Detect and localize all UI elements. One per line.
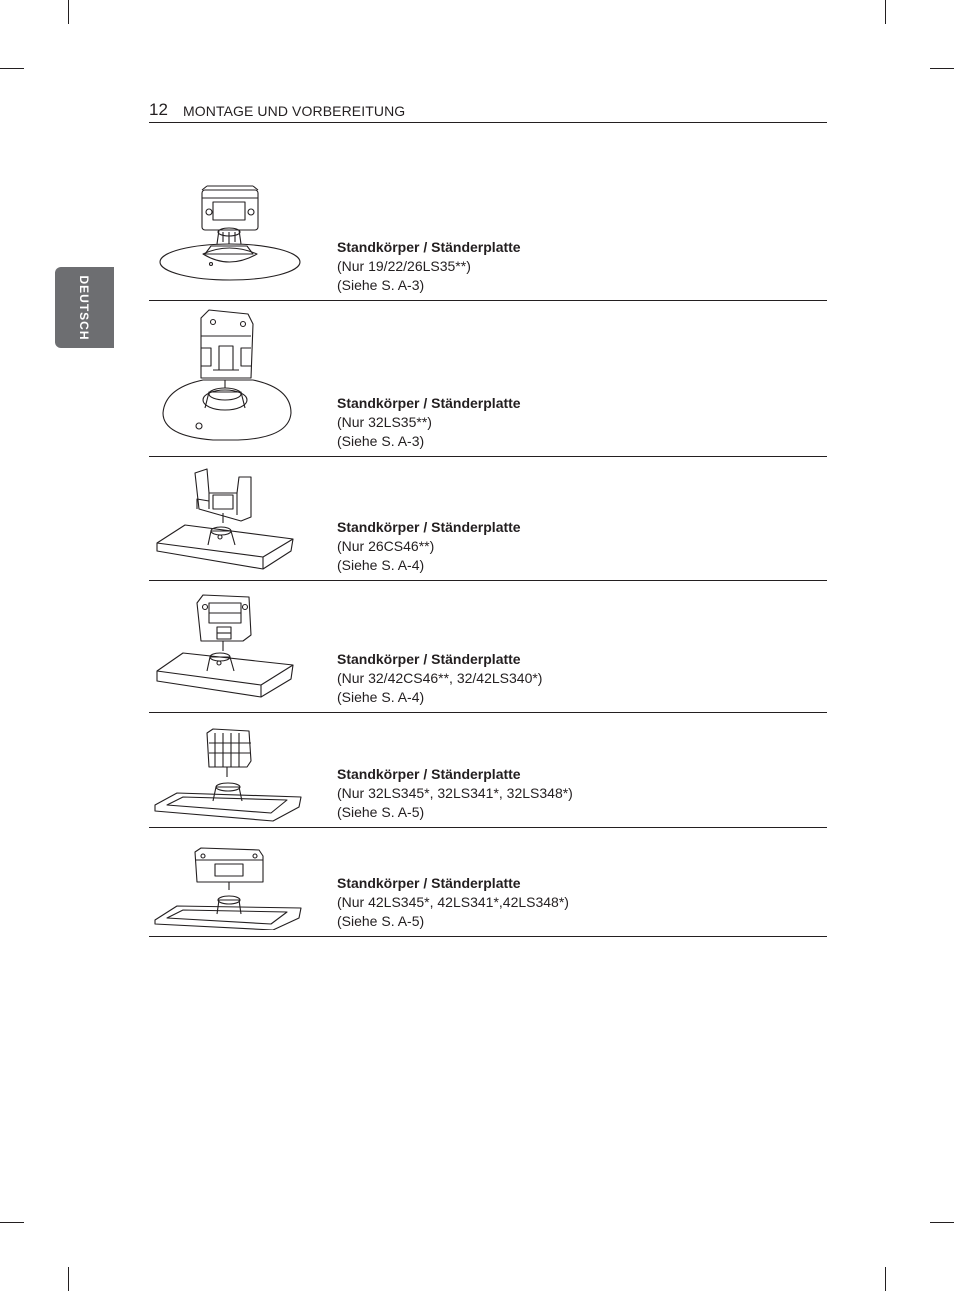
page-header (149, 98, 827, 123)
parts-list (149, 180, 827, 937)
item-reference: (Siehe S. A-3) (337, 277, 425, 293)
item-name: Standkörper / Ständerplatte (337, 519, 521, 535)
list-item (149, 713, 827, 828)
language-tab-label: DEUTSCH (76, 274, 91, 341)
item-models: (Nur 32LS345*, 32LS341*, 32LS348*) (337, 785, 573, 801)
item-name: Standkörper / Ständerplatte (337, 766, 521, 782)
item-models: (Nur 42LS345*, 42LS341*,42LS348*) (337, 894, 569, 910)
item-name: Standkörper / Ständerplatte (337, 395, 521, 411)
list-item (149, 581, 827, 713)
item-reference: (Siehe S. A-5) (337, 804, 425, 820)
stand-body-base-drawing (153, 465, 303, 577)
crop-mark (0, 68, 24, 69)
item-reference: (Siehe S. A-4) (337, 557, 425, 573)
item-reference: (Siehe S. A-5) (337, 913, 425, 929)
page-number: 12 (149, 100, 168, 119)
crop-mark (68, 0, 69, 24)
item-name: Standkörper / Ständerplatte (337, 875, 521, 891)
list-item (149, 180, 827, 301)
crop-mark (930, 1222, 954, 1223)
section-title: MONTAGE UND VORBEREITUNG (183, 103, 406, 119)
item-text (337, 765, 573, 822)
stand-body-base-drawing (153, 846, 303, 930)
item-models: (Nur 32LS35**) (337, 414, 432, 430)
crop-mark (930, 68, 954, 69)
item-reference: (Siehe S. A-3) (337, 433, 425, 449)
list-item (149, 301, 827, 457)
crop-mark (885, 0, 886, 24)
item-text (337, 874, 569, 931)
stand-body-base-drawing (153, 593, 303, 705)
stand-body-base-drawing (153, 727, 303, 827)
crop-mark (885, 1267, 886, 1291)
language-tab (55, 267, 114, 348)
stand-illustration (153, 308, 303, 448)
item-models: (Nur 26CS46**) (337, 538, 435, 554)
item-text (337, 238, 521, 295)
stand-illustration (153, 846, 303, 930)
crop-mark (0, 1222, 24, 1223)
stand-body-base-drawing (153, 308, 303, 448)
item-reference: (Siehe S. A-4) (337, 689, 425, 705)
stand-illustration (153, 727, 303, 827)
item-text (337, 518, 521, 575)
item-text (337, 650, 542, 707)
stand-body-base-drawing (153, 184, 303, 296)
stand-illustration (153, 465, 303, 577)
crop-mark (68, 1267, 69, 1291)
stand-illustration (153, 593, 303, 705)
item-text (337, 394, 521, 451)
list-item (149, 828, 827, 937)
list-item (149, 457, 827, 581)
stand-illustration (153, 184, 303, 296)
item-name: Standkörper / Ständerplatte (337, 651, 521, 667)
item-models: (Nur 19/22/26LS35**) (337, 258, 471, 274)
item-name: Standkörper / Ständerplatte (337, 239, 521, 255)
item-models: (Nur 32/42CS46**, 32/42LS340*) (337, 670, 543, 686)
